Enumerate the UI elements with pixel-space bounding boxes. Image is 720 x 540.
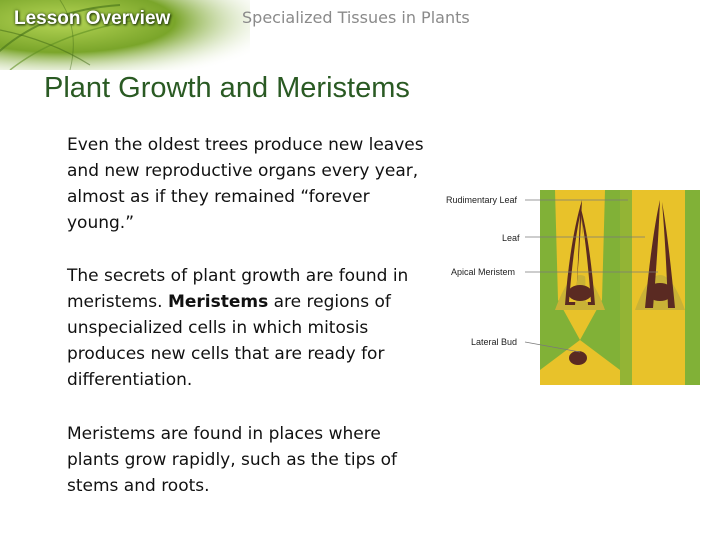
chapter-subtitle: Specialized Tissues in Plants bbox=[242, 8, 470, 27]
meristems-bold-term: Meristems bbox=[167, 292, 269, 312]
apical-meristem-right bbox=[647, 283, 673, 301]
apical-meristem-diagram bbox=[430, 180, 720, 390]
stem-wall-mid bbox=[620, 190, 632, 385]
label-rudimentary-leaf: Rudimentary Leaf bbox=[446, 195, 518, 205]
label-lateral-bud: Lateral Bud bbox=[471, 337, 518, 347]
slide-header bbox=[0, 0, 720, 70]
paragraph-meristems-definition bbox=[67, 263, 437, 393]
paragraph-meristem-locations: Meristems are found in places where plants grow rapidly, such as the tips of stems and roots. bbox=[67, 424, 398, 496]
paragraph-text-end: are regions of unspecialized cells in which mitosis produces new cells that are ready for differentiation. bbox=[67, 292, 391, 390]
lesson-overview-label: Lesson Overview bbox=[14, 8, 171, 29]
apical-meristem-cap bbox=[568, 285, 592, 301]
label-leaf: Leaf bbox=[502, 233, 520, 243]
paragraph-oldest-trees: Even the oldest trees produce new leaves and new reproductive organs every year, almost as if they remained “forever young.” bbox=[67, 135, 424, 233]
paragraph-text-start: The secrets of plant growth are found in meristems. bbox=[67, 266, 409, 312]
slide-title: Plant Growth and Meristems bbox=[44, 72, 410, 104]
stem-wall-far-right bbox=[685, 190, 700, 385]
lateral-bud-left bbox=[569, 351, 587, 365]
meristem-micrograph-illustration bbox=[430, 180, 720, 390]
label-apical-meristem: Apical Meristem bbox=[451, 267, 516, 277]
